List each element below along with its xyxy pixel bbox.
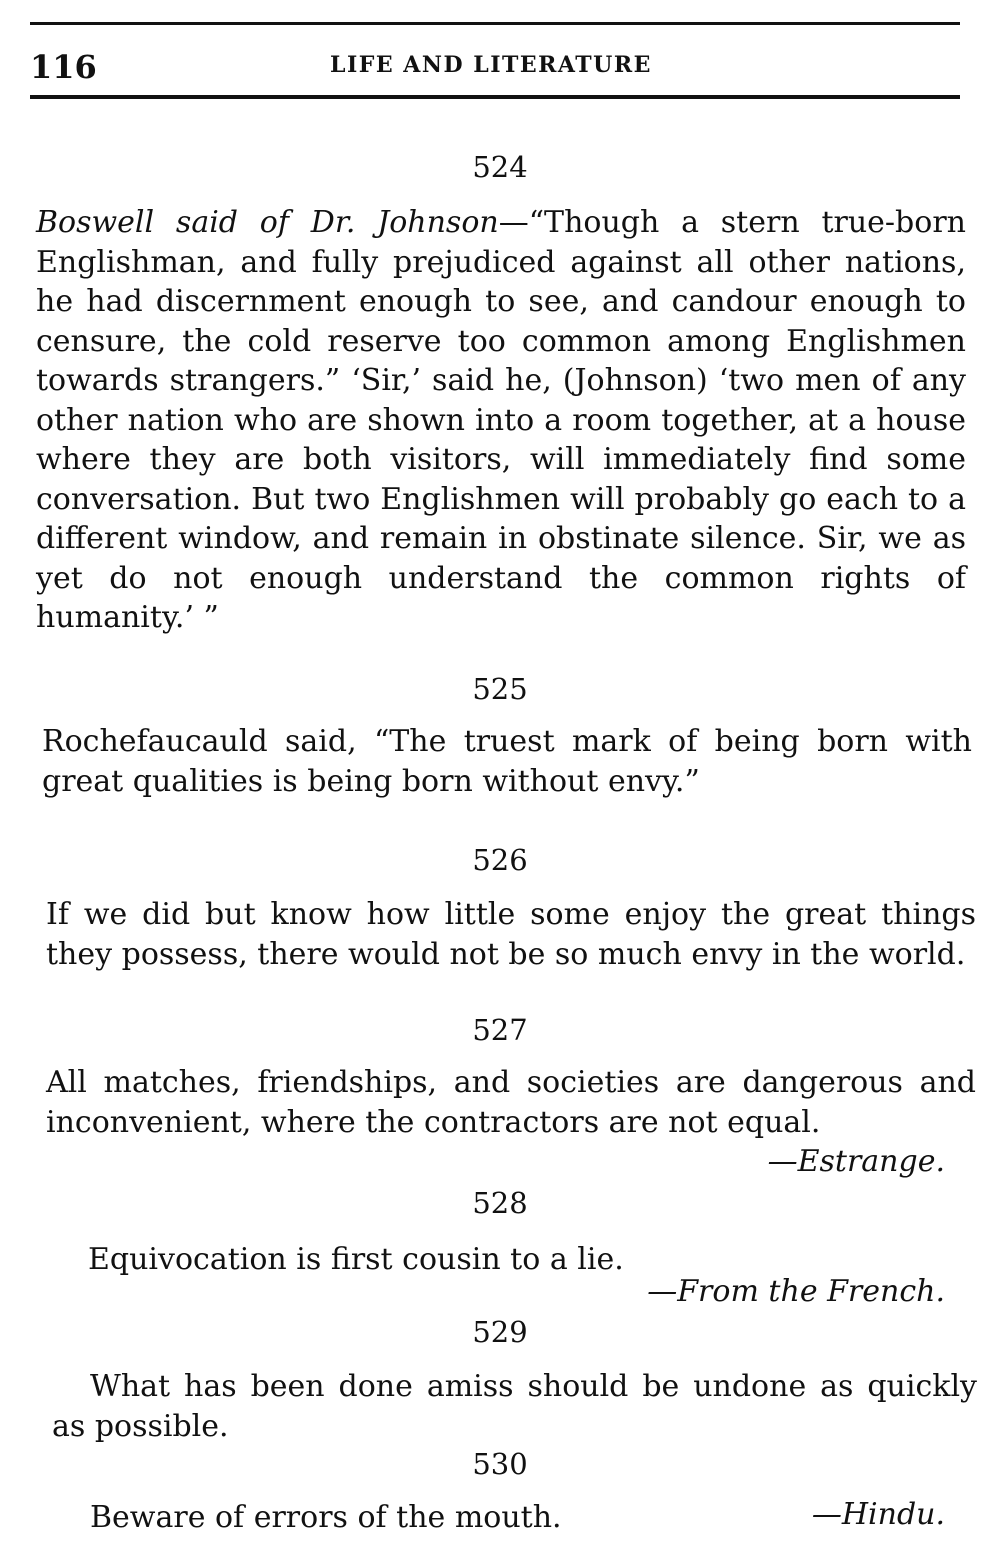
entry-number-529: 529: [472, 1315, 528, 1349]
entry-number-526: 526: [472, 843, 528, 877]
entry-text-525: Rochefaucauld said, “The truest mark of being born with great qualities is being born without envy.”: [42, 724, 972, 799]
header-rule-bottom: [30, 95, 960, 99]
entry-attribution-528: —From the French.: [647, 1274, 945, 1309]
entry-body-524: —“Though a stern true-born Englishman, and fully prejudiced against all other nations, he had discernment enough to see, and candour enough to censure, the cold reserve too common among Englishmen towards strangers.” ‘Sir,’ said he, (Johnson) ‘two men of any other nation who are shown into a room together, at a house where they are both visitors, will immediately find some conversation. But two Englishmen will probably go each to a different window, and remain in obstinate silence. Sir, we as yet do not enough understand the common rights of humanity.’ ”: [36, 205, 966, 635]
entry-number-524: 524: [472, 150, 528, 184]
entry-text-530: Beware of errors of the mouth.: [90, 1500, 562, 1535]
entry-number-530: 530: [472, 1447, 528, 1481]
entry-attribution-527: —Estrange.: [767, 1144, 945, 1179]
entry-text-524: [36, 203, 966, 638]
entry-lead-524: Boswell said of Dr. Johnson: [36, 205, 499, 240]
running-head: LIFE AND LITERATURE: [330, 52, 652, 78]
page-number: 116: [30, 48, 97, 86]
entry-text-527: All matches, friendships, and societies are dangerous and inconvenient, where the contractors are not equal.: [46, 1065, 976, 1140]
entry-attribution-530: —Hindu.: [811, 1497, 945, 1532]
entry-number-527: 527: [472, 1013, 528, 1047]
entry-text-529: What has been done amiss should be undone as quickly as possible.: [52, 1369, 977, 1444]
entry-number-525: 525: [472, 672, 528, 706]
entry-text-528: Equivocation is first cousin to a lie.: [88, 1242, 624, 1277]
header-rule-top: [30, 22, 960, 25]
entry-text-526: If we did but know how little some enjoy the great things they possess, there would not be so much envy in the world.: [46, 897, 976, 972]
entry-number-528: 528: [472, 1186, 528, 1220]
